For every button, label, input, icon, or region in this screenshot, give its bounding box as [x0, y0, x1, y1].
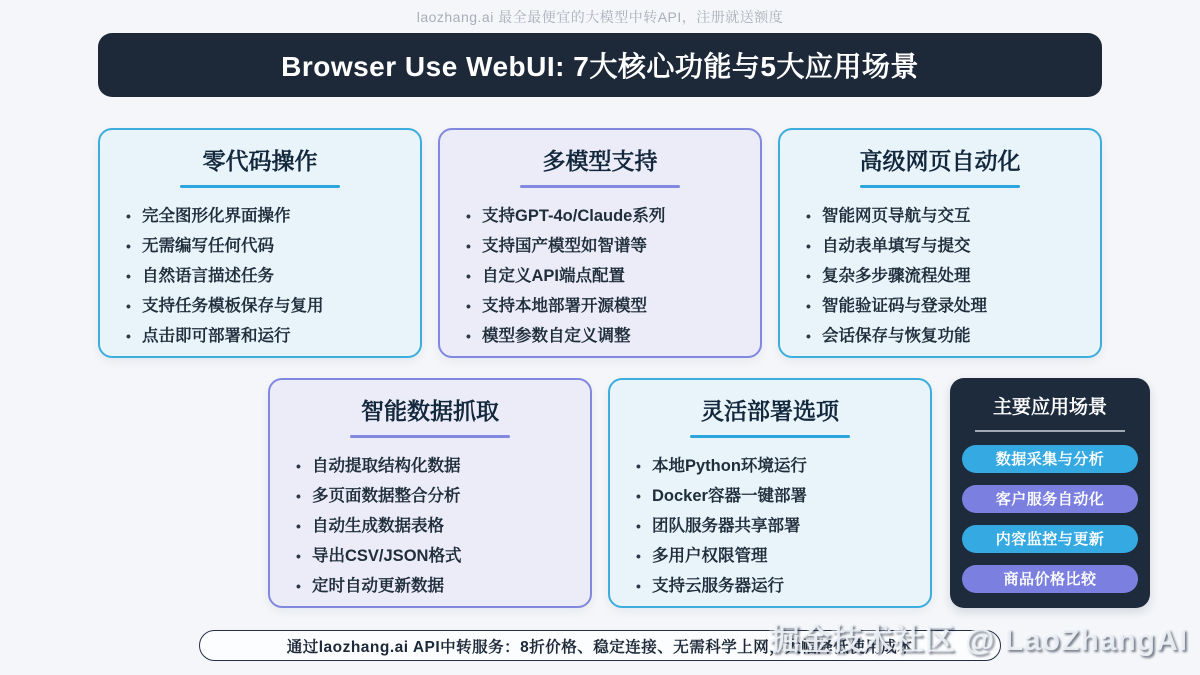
list-item: • 导出CSV/JSON格式 — [296, 541, 572, 571]
list-item: • 完全图形化界面操作 — [126, 201, 402, 231]
list-item: • 自动表单填写与提交 — [806, 231, 1082, 261]
list-item: • 点击即可部署和运行 — [126, 321, 402, 351]
list-item: • 支持GPT-4o/Claude系列 — [466, 201, 742, 231]
list-item: • 自动生成数据表格 — [296, 511, 572, 541]
card-multi-model — [438, 128, 762, 358]
list-item: • 智能验证码与登录处理 — [806, 291, 1082, 321]
list-item: • 定时自动更新数据 — [296, 571, 572, 601]
list-item: • 会话保存与恢复功能 — [806, 321, 1082, 351]
feature-list — [100, 201, 420, 351]
footer-banner-text: 通过laozhang.ai API中转服务：8折价格、稳定连接、无需科学上网，大幅降低使用成本 — [286, 638, 914, 656]
list-item: • 自动提取结构化数据 — [296, 451, 572, 481]
card-title: 智能数据抓取 — [361, 398, 499, 424]
list-item: • 支持国产模型如智谱等 — [466, 231, 742, 261]
list-item: • 支持任务模板保存与复用 — [126, 291, 402, 321]
card-deployment-options — [608, 378, 932, 608]
card-title: 零代码操作 — [202, 148, 318, 174]
top-banner-text: laozhang.ai 最全最便宜的大模型中转API，注册就送额度 — [416, 9, 784, 25]
scenarios-title: 主要应用场景 — [992, 397, 1107, 418]
scenarios-card — [950, 378, 1150, 608]
feature-list — [440, 201, 760, 351]
title-underline — [690, 435, 850, 438]
list-item: • 团队服务器共享部署 — [636, 511, 912, 541]
card-zero-code — [98, 128, 422, 358]
list-item: • 无需编写任何代码 — [126, 231, 402, 261]
main-title-bar — [98, 33, 1102, 97]
feature-list — [610, 451, 930, 601]
list-item: • 模型参数自定义调整 — [466, 321, 742, 351]
scenario-pill-price-compare: 商品价格比较 — [962, 565, 1138, 593]
card-web-automation — [778, 128, 1102, 358]
feature-list — [780, 201, 1100, 351]
feature-list — [270, 451, 590, 601]
scenario-pill-data-collection: 数据采集与分析 — [962, 445, 1138, 473]
watermark: 掘金技术社区 @ LaoZhangAI — [769, 624, 1188, 657]
card-data-scraping — [268, 378, 592, 608]
scenario-pill-customer-service: 客户服务自动化 — [962, 485, 1138, 513]
list-item: • Docker容器一键部署 — [636, 481, 912, 511]
card-title: 高级网页自动化 — [859, 148, 1021, 174]
list-item: • 自定义API端点配置 — [466, 261, 742, 291]
list-item: • 多用户权限管理 — [636, 541, 912, 571]
card-title: 多模型支持 — [542, 148, 658, 174]
title-underline — [520, 185, 680, 188]
list-item: • 本地Python环境运行 — [636, 451, 912, 481]
title-underline — [180, 185, 340, 188]
scenarios-divider — [975, 430, 1125, 432]
list-item: • 智能网页导航与交互 — [806, 201, 1082, 231]
list-item: • 支持本地部署开源模型 — [466, 291, 742, 321]
list-item: • 多页面数据整合分析 — [296, 481, 572, 511]
list-item: • 自然语言描述任务 — [126, 261, 402, 291]
list-item: • 支持云服务器运行 — [636, 571, 912, 601]
scenario-pill-stack — [950, 445, 1150, 593]
card-title: 灵活部署选项 — [701, 398, 839, 424]
title-underline — [350, 435, 510, 438]
scenario-pill-content-monitor: 内容监控与更新 — [962, 525, 1138, 553]
list-item: • 复杂多步骤流程处理 — [806, 261, 1082, 291]
title-underline — [860, 185, 1020, 188]
page-title: Browser Use WebUI: 7大核心功能与5大应用场景 — [281, 51, 919, 82]
